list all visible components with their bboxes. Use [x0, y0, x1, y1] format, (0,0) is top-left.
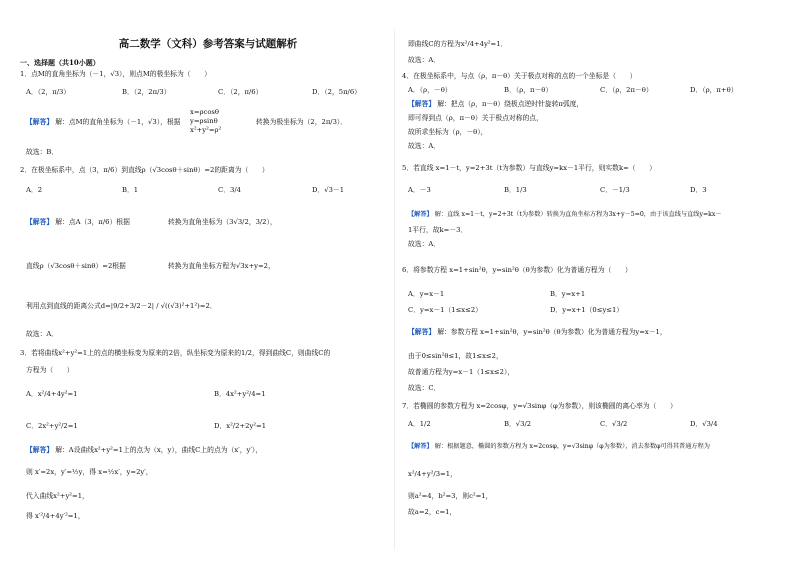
q7-stem: 7．若椭圆的参数方程为 x=2cosφ，y=√3sinφ（φ为参数），则该椭圆的离心率为（ ） — [402, 402, 677, 410]
q7-option-a: A．1/2 — [408, 420, 431, 428]
q6-choice: 故选：C． — [408, 384, 441, 392]
r0: 即曲线C的方程为x²/4+4y²=1． — [408, 40, 508, 48]
q4-option-a: A．（ρ，－θ） — [408, 86, 452, 94]
q1-answer-text: 解：点M的直角坐标为（－1，√3），根据 — [55, 118, 181, 126]
q5-answer-text: 解：直线 x=1－t，y=2+3t（t为参数）转换为直角坐标方程为3x+y－5=0，由于该直线与直线y=kx－ — [434, 211, 722, 218]
section-label: 一、选择题（共10小题） — [20, 58, 100, 67]
q4-answer-text: 解：把点（ρ，π－θ）绕极点逆时针旋转π弧度， — [437, 100, 584, 108]
q3-option-a: A．x²/4+4y²=1 — [26, 390, 78, 398]
q3-l2: 代入曲线x²+y²=1， — [26, 492, 89, 500]
q5-option-c: C．－1/3 — [600, 186, 630, 194]
q6-stem: 6．将参数方程 x=1+sin²θ，y=sin²θ（θ为参数）化为普通方程为（ ） — [402, 266, 632, 274]
q3-option-d: D．x²/2+2y²=1 — [214, 422, 267, 430]
q5-option-a: A．－3 — [408, 186, 431, 194]
q4-option-b: B．（ρ，π－θ） — [504, 86, 553, 94]
q3-stem: 3．若将曲线x²+y²=1上的点的横坐标变为原来的2倍，纵坐标变为原来的1/2，得到曲线C，则曲线C的 — [20, 349, 331, 357]
q3-option-b: B．4x²+y²/4=1 — [214, 390, 266, 398]
right-column — [400, 0, 780, 562]
q2-line4: 利用点到直线的距离公式d=|9/2+3/2－2| / √((√3)²+1²)=2． — [26, 302, 217, 310]
q7-option-b: B．√3/2 — [504, 420, 532, 428]
q2-answer-tail: 转换为直角坐标为（3√3/2，3/2）， — [168, 218, 277, 226]
q3-answer-text: 解：A设曲线x²+y²=1上的点为（x，y），曲线C上的点为（x′，y′）， — [55, 446, 263, 454]
q2-option-c: C．3/4 — [218, 186, 241, 194]
q6-option-a: A．y=x－1 — [408, 290, 445, 298]
answer-badge: 【解答】 — [408, 328, 436, 336]
q7-a2: x²/4+y²/3=1， — [408, 470, 457, 478]
q3-option-c: C．2x²+y²/2=1 — [26, 422, 78, 430]
q5-answer — [408, 210, 722, 219]
q3-stem2: 方程为（ ） — [26, 366, 74, 374]
q1-option-d: D．（2，5π/6） — [312, 88, 361, 96]
q4-option-d: D．（ρ，π+θ） — [690, 86, 738, 94]
q2-option-b: B．1 — [122, 186, 139, 194]
q1-sys-1: x=ρcosθ — [190, 108, 220, 116]
q1-sys-3: x²+y²=ρ² — [190, 126, 222, 134]
q3-l3: 得 x′²/4+4y′²=1， — [26, 512, 85, 520]
q3-answer — [26, 446, 262, 455]
q1-answer — [26, 118, 180, 127]
q6-option-d: D．y=x+1（0≤y≤1） — [550, 306, 624, 314]
q2-answer — [26, 218, 130, 227]
q3-l1: 则 x′=2x，y′=½y，得 x=½x′，y=2y′， — [26, 468, 153, 476]
q7-answer — [408, 442, 710, 451]
q2-line3b: 转换为直角坐标方程为√3x+y=2， — [168, 262, 275, 270]
q7-a4: 故a=2，c=1， — [408, 508, 457, 516]
answer-badge: 【解答】 — [408, 211, 433, 218]
q1-option-b: B．（2，2π/3） — [122, 88, 171, 96]
left-column — [18, 0, 398, 562]
q1-option-c: C．（2，π/6） — [218, 88, 263, 96]
q6-answer-text: 解：参数方程 x=1+sin²θ，y=sin²θ（θ为参数）化为普通方程为y=x－1， — [437, 328, 667, 336]
q4-choice: 故选：A． — [408, 142, 441, 150]
q1-system — [190, 108, 221, 135]
q6-option-b: B．y=x+1 — [550, 290, 586, 298]
q6-answer — [408, 328, 667, 337]
q4-answer — [408, 100, 583, 109]
answer-badge: 【解答】 — [26, 446, 54, 454]
q1-choice: 故选：B． — [26, 148, 59, 156]
q5-choice: 故选：A． — [408, 240, 441, 248]
answer-badge: 【解答】 — [26, 218, 54, 226]
q1-option-a: A．（2，π/3） — [26, 88, 71, 96]
q5-option-b: B．1/3 — [504, 186, 527, 194]
q4-option-c: C．（ρ，2π－θ） — [600, 86, 653, 94]
q5-stem: 5．若直线 x=1－t，y=2+3t（t为参数）与直线y=kx－1平行，则实数k=（ ） — [402, 164, 656, 172]
q7-answer-text: 解：根据题意，椭圆的参数方程为 x=2cosφ，y=√3sinφ（φ为参数），消去参数φ可得其普通方程为 — [434, 443, 710, 450]
q5-a2: 1平行，故k=－3． — [408, 226, 468, 234]
q6-a2: 由于0≤sin²θ≤1，故1≤x≤2， — [408, 352, 503, 360]
q2-choice: 故选：A． — [26, 330, 59, 338]
q6-a3: 故普通方程为y=x－1（1≤x≤2）， — [408, 368, 515, 376]
r0-choice: 故选：A． — [408, 56, 441, 64]
q1-stem: 1．点M的直角坐标为（－1，√3），则点M的极坐标为（ ） — [20, 70, 211, 78]
q4-stem: 4．在极坐标系中，与点（ρ，π－θ）关于极点对称的点的一个坐标是（ ） — [402, 72, 637, 80]
answer-badge: 【解答】 — [408, 100, 436, 108]
q2-line3: 直线ρ（√3cosθ＋sinθ）=2根据 — [26, 262, 126, 270]
q2-option-d: D．√3－1 — [312, 186, 345, 194]
q7-a3: 则a²=4，b²=3，则c²=1， — [408, 492, 493, 500]
q4-a2: 即可得到点（ρ，π－θ）关于极点对称的点， — [408, 114, 543, 122]
answer-badge: 【解答】 — [26, 118, 54, 126]
q5-option-d: D．3 — [690, 186, 707, 194]
page-title: 高二数学（文科）参考答案与试题解析 — [118, 38, 298, 50]
q7-option-d: D．√3/4 — [690, 420, 718, 428]
q2-stem: 2．在极坐标系中，点（3，π/6）到直线ρ（√3cosθ＋sinθ）=2的距离为（ ） — [20, 166, 269, 174]
q6-option-c: C．y=x－1（1≤x≤2） — [408, 306, 482, 314]
answer-badge: 【解答】 — [408, 443, 433, 450]
q7-option-c: C．√3/2 — [600, 420, 628, 428]
q1-answer-tail: 转换为极坐标为（2，2π/3）． — [256, 118, 348, 126]
q4-a3: 故所求坐标为（ρ，－θ）， — [408, 128, 488, 136]
q2-answer-text: 解：点A（3，π/6）根据 — [55, 218, 130, 226]
q2-option-a: A．2 — [26, 186, 43, 194]
q1-sys-2: y=ρsinθ — [190, 117, 218, 125]
